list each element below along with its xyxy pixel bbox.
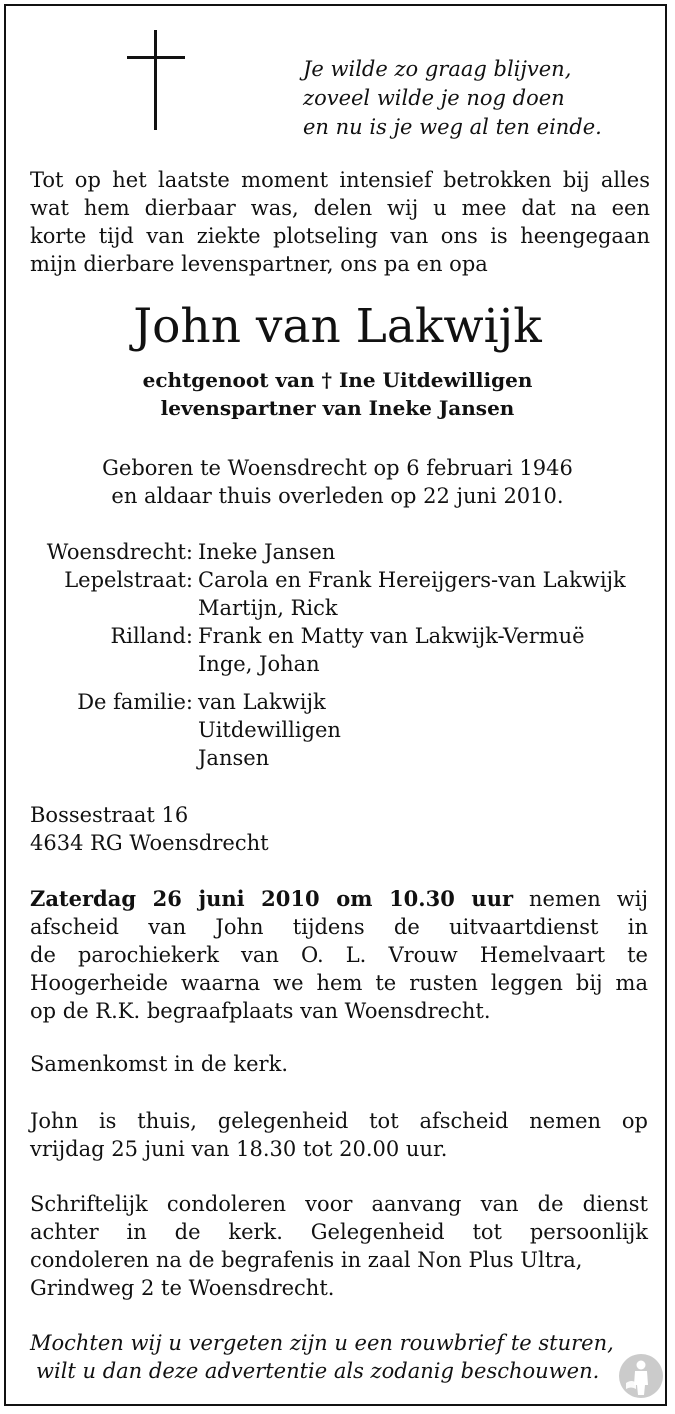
service-date: Zaterdag 26 juni 2010 om 10.30 uur [30, 886, 514, 911]
family-names: van Lakwijk [198, 690, 326, 714]
died-line: en aldaar thuis overleden op 22 juni 2010. [111, 484, 564, 508]
closing-line: wilt u dan deze advertentie als zodanig beschouwen. [36, 1359, 600, 1383]
condolence-info [30, 1190, 648, 1302]
service-text: nemen wij [513, 887, 648, 911]
service-line: op de R.K. begraafplaats van Woensdrecht. [30, 999, 491, 1023]
family-names: Inge, Johan [198, 652, 320, 676]
service-line [30, 885, 648, 913]
born-line: Geboren te Woensdrecht op 6 februari 1946 [102, 456, 573, 480]
gathering [30, 1050, 648, 1078]
intro-line: Tot op het laatste moment intensief betrokken bij alles [30, 168, 650, 192]
condolence-line: achter in de kerk. Gelegenheid tot persoonlijk [30, 1220, 648, 1244]
poem-line: en nu is je weg al ten einde. [303, 115, 602, 139]
cross-icon [127, 30, 185, 130]
family-names: Frank en Matty van Lakwijk-Vermuë [198, 624, 585, 648]
family-list [30, 538, 626, 772]
service-details [30, 885, 648, 1025]
family-names: Carola en Frank Hereijgers-van Lakwijk [198, 568, 626, 592]
family-names: Martijn, Rick [198, 596, 338, 620]
condolence-line: condoleren na de begrafenis in zaal Non Plus Ultra, [30, 1248, 583, 1272]
condolence-line: Schriftelijk condoleren voor aanvang van de dienst [30, 1192, 648, 1216]
family-place: Rilland: [110, 624, 193, 648]
service-line: afscheid van John tijdens de uitvaartdienst in [30, 915, 648, 939]
intro-line: wat hem dierbaar was, delen wij u mee dat na een [30, 196, 650, 220]
condolence-line: Grindweg 2 te Woensdrecht. [30, 1276, 335, 1300]
intro-text [30, 166, 650, 278]
family-names: Jansen [198, 746, 270, 770]
family-place: De familie: [77, 690, 193, 714]
birth-death-info [0, 454, 675, 510]
visit-line: vrijdag 25 juni van 18.30 tot 20.00 uur. [30, 1137, 448, 1161]
address-city: 4634 RG Woensdrecht [30, 831, 269, 855]
family-names: Uitdewilligen [198, 718, 341, 742]
deceased-name: John van Lakwijk [133, 299, 542, 354]
visit-info [30, 1107, 648, 1163]
address-street: Bossestraat 16 [30, 803, 189, 827]
intro-line: mijn dierbare levenspartner, ons pa en opa [30, 252, 488, 276]
watermark-logo-icon [618, 1353, 664, 1399]
visit-line: John is thuis, gelegenheid tot afscheid nemen op [30, 1109, 648, 1133]
service-line: de parochiekerk van O. L. Vrouw Hemelvaart te [30, 943, 648, 967]
relations [0, 366, 675, 422]
family-place: Woensdrecht: [46, 540, 193, 564]
gathering-line: Samenkomst in de kerk. [30, 1052, 288, 1076]
service-line: Hoogerheide waarna we hem te rusten leggen bij ma [30, 971, 648, 995]
closing-note [30, 1329, 648, 1385]
relation-line: levenspartner van Ineke Jansen [160, 396, 515, 420]
poem-line: zoveel wilde je nog doen [303, 86, 565, 110]
intro-line: korte tijd van ziekte plotseling van ons is heengegaan [30, 224, 650, 248]
poem [303, 55, 602, 142]
family-names: Ineke Jansen [198, 540, 336, 564]
family-row-lepelstraat [30, 566, 626, 622]
family-row-familie [30, 688, 626, 772]
family-row-woensdrecht [30, 538, 626, 566]
family-row-rilland [30, 622, 626, 678]
family-place: Lepelstraat: [64, 568, 193, 592]
relation-line: echtgenoot van † Ine Uitdewilligen [142, 368, 533, 392]
poem-line: Je wilde zo graag blijven, [303, 57, 572, 81]
address [30, 801, 269, 857]
closing-line: Mochten wij u vergeten zijn u een rouwbrief te sturen, [30, 1331, 614, 1355]
